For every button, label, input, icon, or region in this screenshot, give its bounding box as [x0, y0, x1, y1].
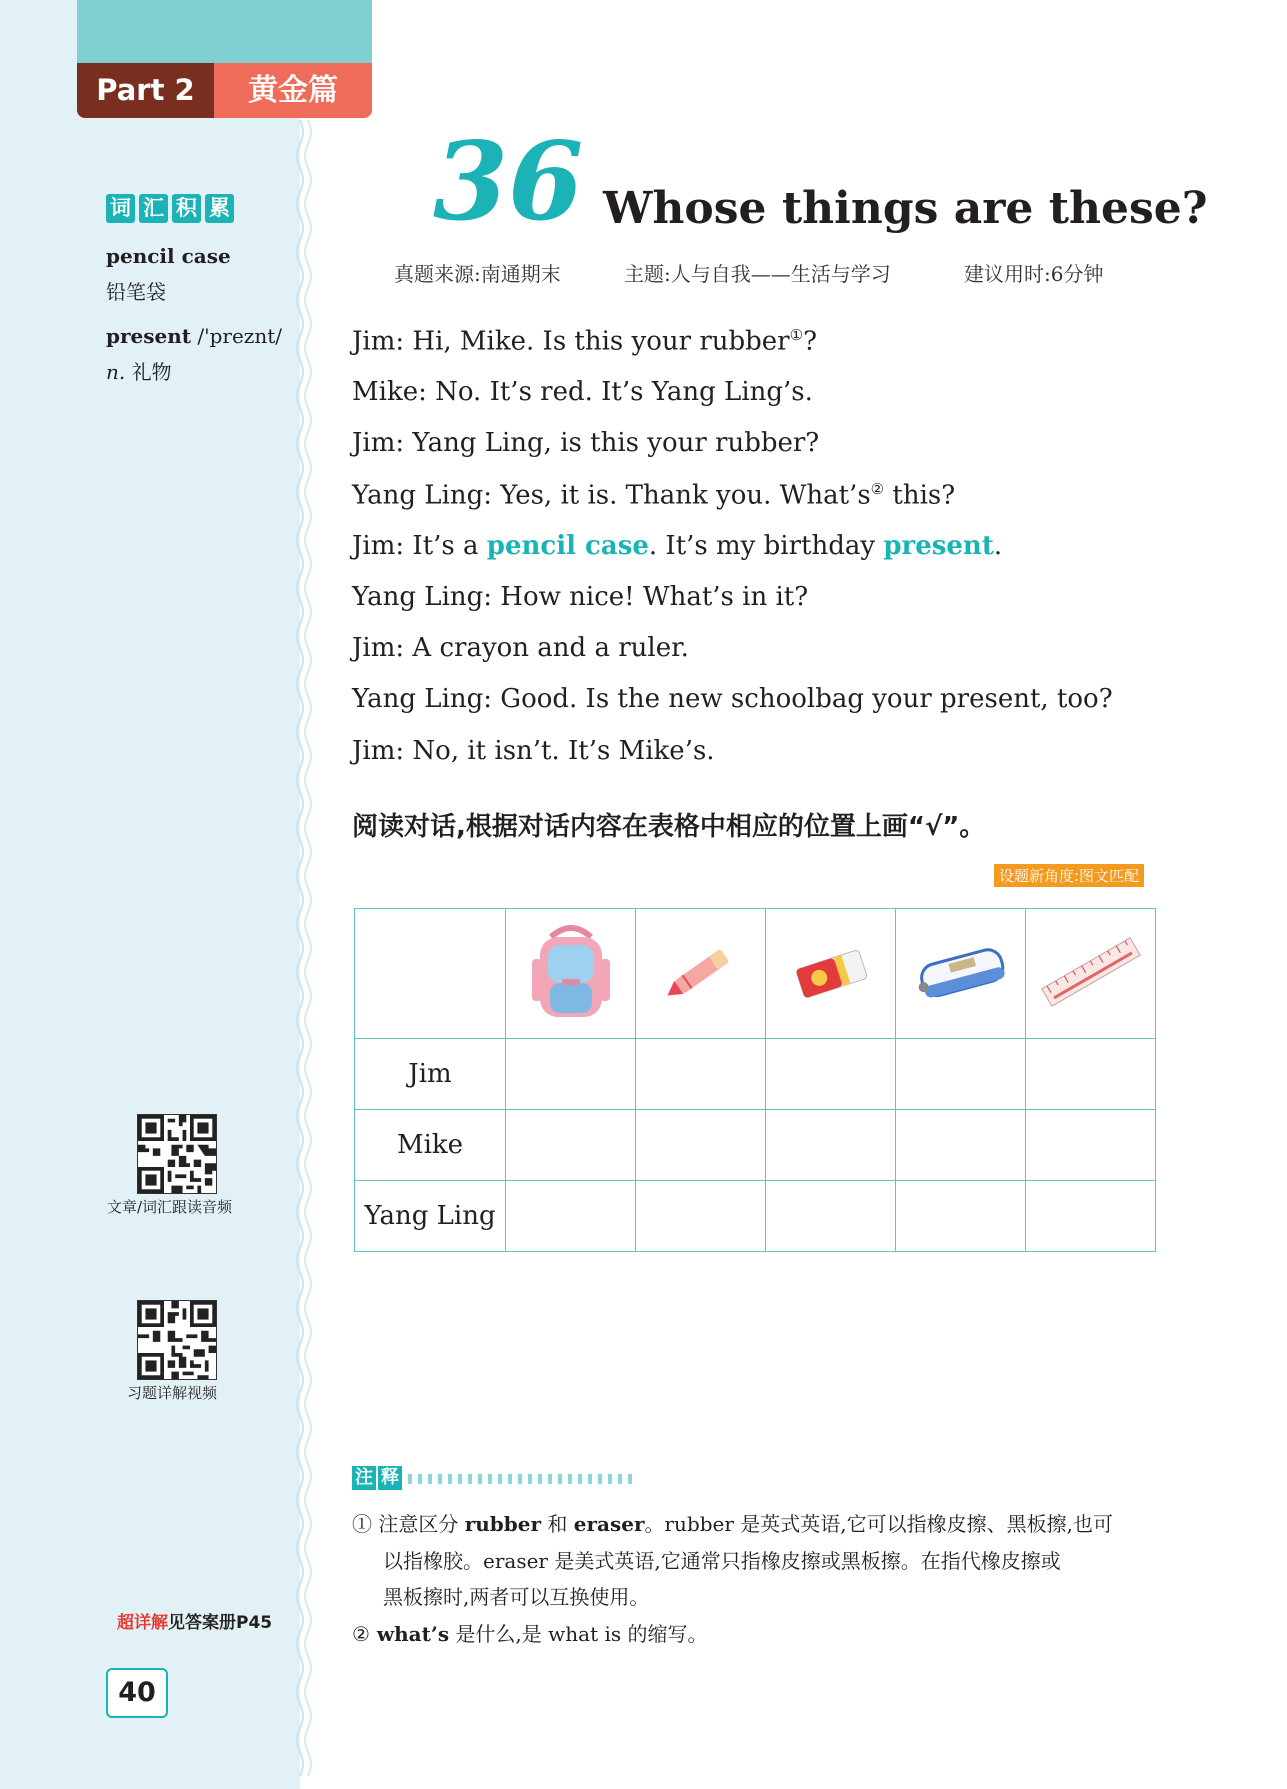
- vocab-meaning: 铅笔袋: [106, 280, 166, 304]
- question-type-tag: 设题新角度:图文匹配: [994, 864, 1144, 887]
- qr-code-icon[interactable]: [137, 1300, 217, 1380]
- row-label: Yang Ling: [355, 1181, 506, 1252]
- notes-divider: [408, 1474, 636, 1484]
- answer-cell[interactable]: [766, 1039, 896, 1110]
- table-corner: [355, 909, 506, 1039]
- rubber-icon: [766, 909, 896, 1039]
- part-label: Part 2: [77, 63, 214, 118]
- lesson-source: 真题来源:南通期末: [394, 262, 561, 286]
- sidebar: [0, 0, 300, 1789]
- vocab-word: pencil case: [106, 244, 231, 268]
- qr-audio-label: 文章/词汇跟读音频: [107, 1198, 233, 1216]
- answer-cell[interactable]: [766, 1110, 896, 1181]
- dialogue-line: Jim: It’s a pencil case. It’s my birthday present.: [352, 531, 1003, 561]
- qr-code-icon[interactable]: [137, 1114, 217, 1194]
- answer-cell[interactable]: [1026, 1039, 1156, 1110]
- wavy-divider: [292, 120, 318, 1789]
- answer-cell[interactable]: [636, 1181, 766, 1252]
- header-band: [77, 0, 372, 63]
- vocab-heading: 词 汇 积 累: [106, 194, 234, 223]
- page-number: 40: [106, 1668, 168, 1718]
- pencil-case-icon: [896, 909, 1026, 1039]
- section-label: 黄金篇: [214, 63, 372, 118]
- lesson-time: 建议用时:6分钟: [964, 262, 1104, 286]
- dialogue-line: Jim: No, it isn’t. It’s Mike’s.: [352, 736, 715, 766]
- answer-cell[interactable]: [896, 1181, 1026, 1252]
- answer-cell[interactable]: [896, 1110, 1026, 1181]
- lesson-theme: 主题:人与自我——生活与学习: [624, 262, 891, 286]
- note-2: ② what’s 是什么,是 what is 的缩写。: [352, 1622, 708, 1646]
- answer-cell[interactable]: [506, 1039, 636, 1110]
- row-label: Jim: [355, 1039, 506, 1110]
- answer-cell[interactable]: [636, 1039, 766, 1110]
- note-1: ① 注意区分 rubber 和 eraser。rubber 是英式英语,它可以指橡皮擦、黑板擦,也可: [352, 1512, 1114, 1536]
- dialogue-line: Jim: A crayon and a ruler.: [352, 633, 689, 663]
- answer-cell[interactable]: [506, 1110, 636, 1181]
- note-1-line2: 以指橡胶。eraser 是美式英语,它通常只指橡皮擦或黑板擦。在指代橡皮擦或: [383, 1549, 1061, 1573]
- dialogue-line: Yang Ling: How nice! What’s in it?: [352, 582, 809, 612]
- vocab-meaning: n. 礼物: [106, 360, 172, 384]
- dialogue-line: Jim: Yang Ling, is this your rubber?: [352, 428, 820, 458]
- matching-table: [354, 908, 1156, 1252]
- answer-cell[interactable]: [1026, 1110, 1156, 1181]
- note-1-line3: 黑板擦时,两者可以互换使用。: [383, 1585, 650, 1609]
- dialogue-line: Yang Ling: Yes, it is. Thank you. What’s② this?: [352, 480, 956, 511]
- dialogue-line: Jim: Hi, Mike. Is this your rubber①?: [352, 326, 818, 357]
- answer-cell[interactable]: [506, 1181, 636, 1252]
- dialogue-line: Yang Ling: Good. Is the new schoolbag your present, too?: [352, 684, 1113, 714]
- qr-video-label: 习题详解视频: [127, 1384, 218, 1402]
- dialogue-line: Mike: No. It’s red. It’s Yang Ling’s.: [352, 377, 813, 407]
- lesson-title: Whose things are these?: [603, 183, 1208, 234]
- answer-reference: 超详解见答案册P45: [117, 1613, 273, 1633]
- row-label: Mike: [355, 1110, 506, 1181]
- notes-heading: 注 释: [352, 1466, 402, 1490]
- schoolbag-icon: [506, 909, 636, 1039]
- answer-cell[interactable]: [896, 1039, 1026, 1110]
- answer-cell[interactable]: [636, 1110, 766, 1181]
- vocab-word: present /'preznt/: [106, 324, 283, 348]
- lesson-number: 36: [433, 119, 584, 245]
- answer-cell[interactable]: [1026, 1181, 1156, 1252]
- ruler-icon: [1026, 909, 1156, 1039]
- crayon-icon: [636, 909, 766, 1039]
- answer-cell[interactable]: [766, 1181, 896, 1252]
- task-instruction: 阅读对话,根据对话内容在表格中相应的位置上画“√”。: [352, 812, 986, 842]
